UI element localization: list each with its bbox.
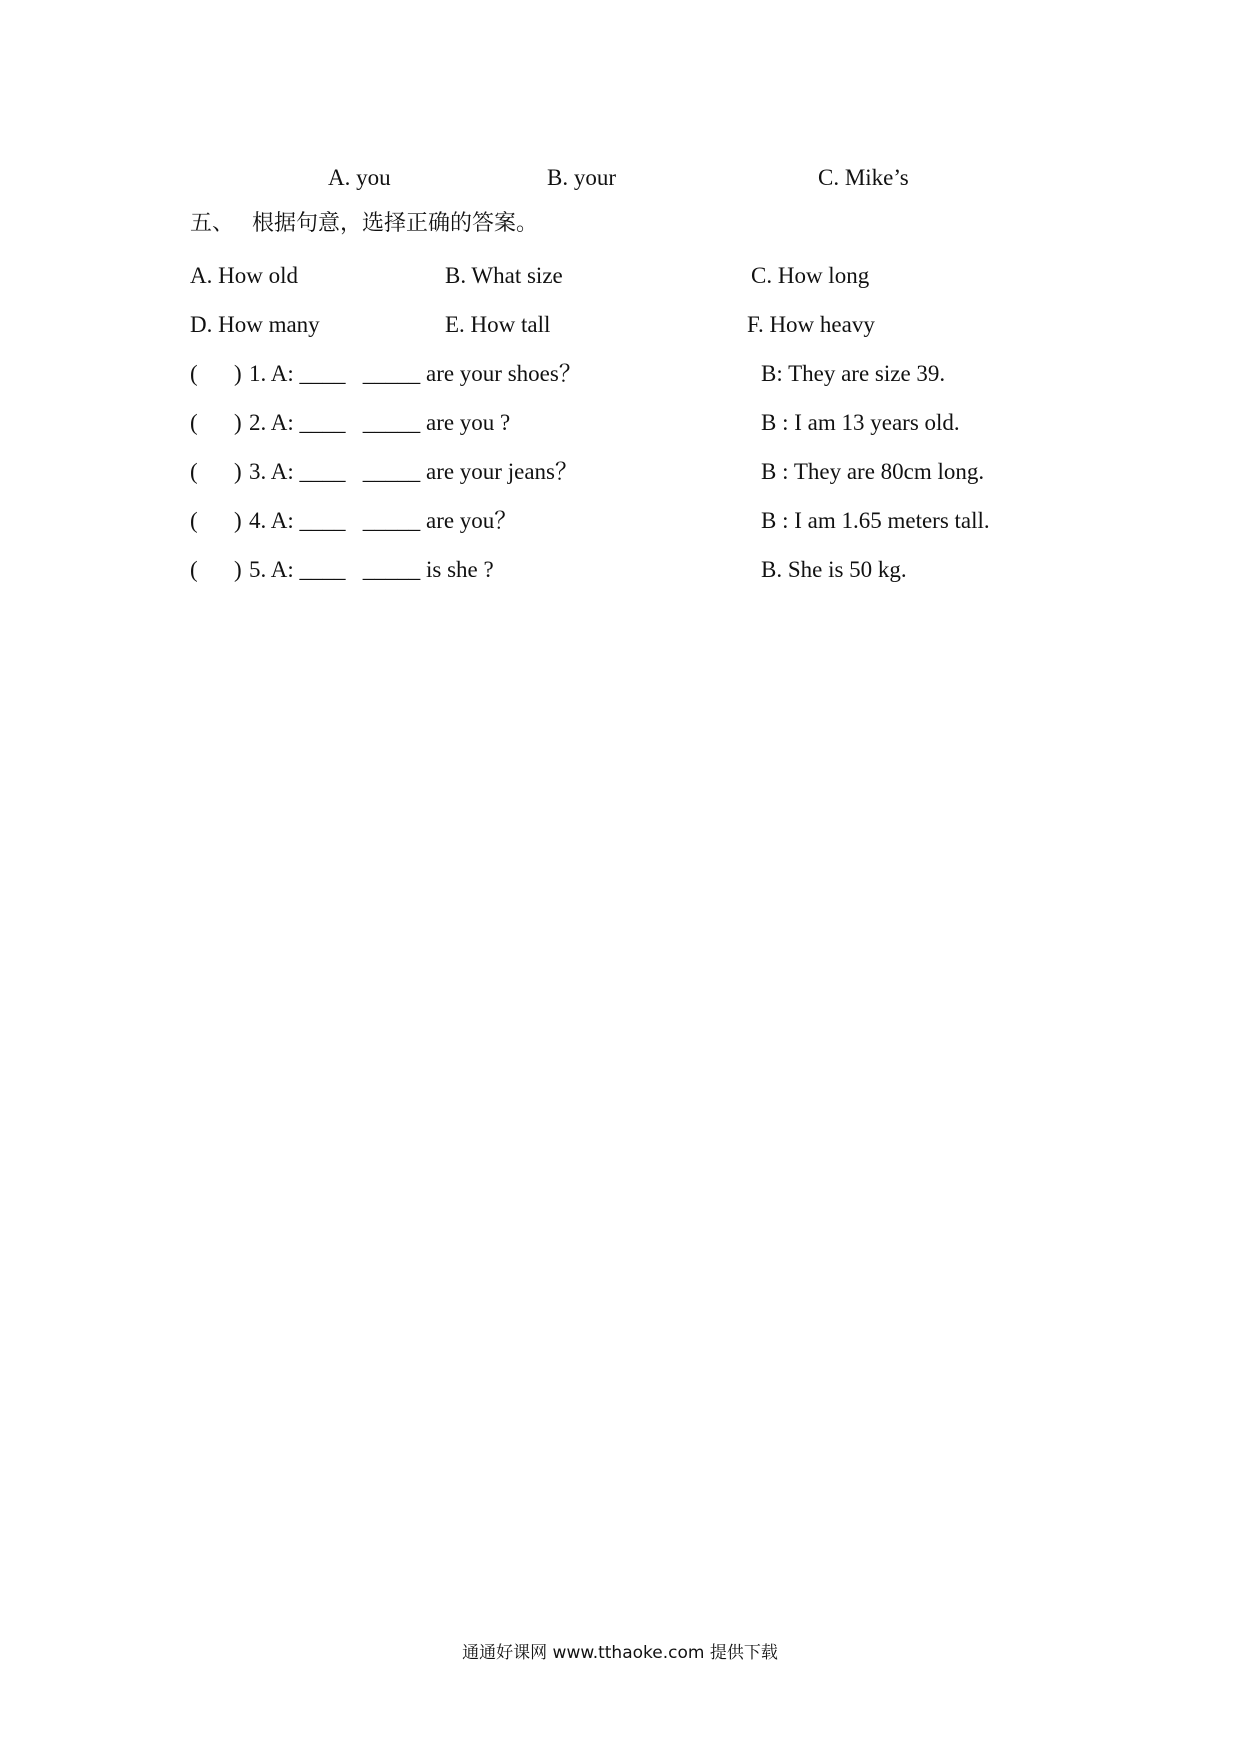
answer-bracket-close: )	[234, 410, 242, 435]
answer-bracket-open: (	[190, 361, 198, 386]
prev-option-b: B. your	[547, 165, 616, 190]
answer-bracket-close: )	[234, 557, 242, 582]
choice-e: E. How tall	[445, 312, 551, 337]
question-text: 2. A: ____ _____ are you ?	[249, 410, 511, 435]
response-text: B : They are 80cm long.	[761, 459, 985, 484]
answer-bracket-close: )	[234, 508, 242, 533]
answer-bracket-open: (	[190, 459, 198, 484]
response-text: B: They are size 39.	[761, 361, 946, 386]
section-instruction: 根据句意，选择正确的答案。	[252, 211, 539, 236]
response-text: B : I am 1.65 meters tall.	[761, 508, 990, 533]
prev-option-a: A. you	[328, 165, 391, 190]
question-text: 4. A: ____ _____ are you？	[249, 508, 518, 533]
choice-a: A. How old	[190, 263, 298, 288]
answer-bracket-open: (	[190, 557, 198, 582]
choice-f: F. How heavy	[747, 312, 875, 337]
choice-d: D. How many	[190, 312, 320, 337]
choice-c: C. How long	[751, 263, 870, 288]
page-footer: 通通好课网 www.tthaoke.com 提供下载	[462, 1643, 778, 1663]
answer-bracket-open: (	[190, 410, 198, 435]
section-number: 五、	[190, 211, 235, 236]
question-text: 1. A: ____ _____ are your shoes？	[249, 361, 582, 386]
answer-bracket-close: )	[234, 361, 242, 386]
answer-bracket-open: (	[190, 508, 198, 533]
answer-bracket-close: )	[234, 459, 242, 484]
response-text: B : I am 13 years old.	[761, 410, 960, 435]
question-text: 5. A: ____ _____ is she ?	[249, 557, 494, 582]
response-text: B. She is 50 kg.	[761, 557, 907, 582]
question-text: 3. A: ____ _____ are your jeans？	[249, 459, 578, 484]
prev-option-c: C. Mike’s	[818, 165, 909, 190]
choice-b: B. What size	[445, 263, 563, 288]
